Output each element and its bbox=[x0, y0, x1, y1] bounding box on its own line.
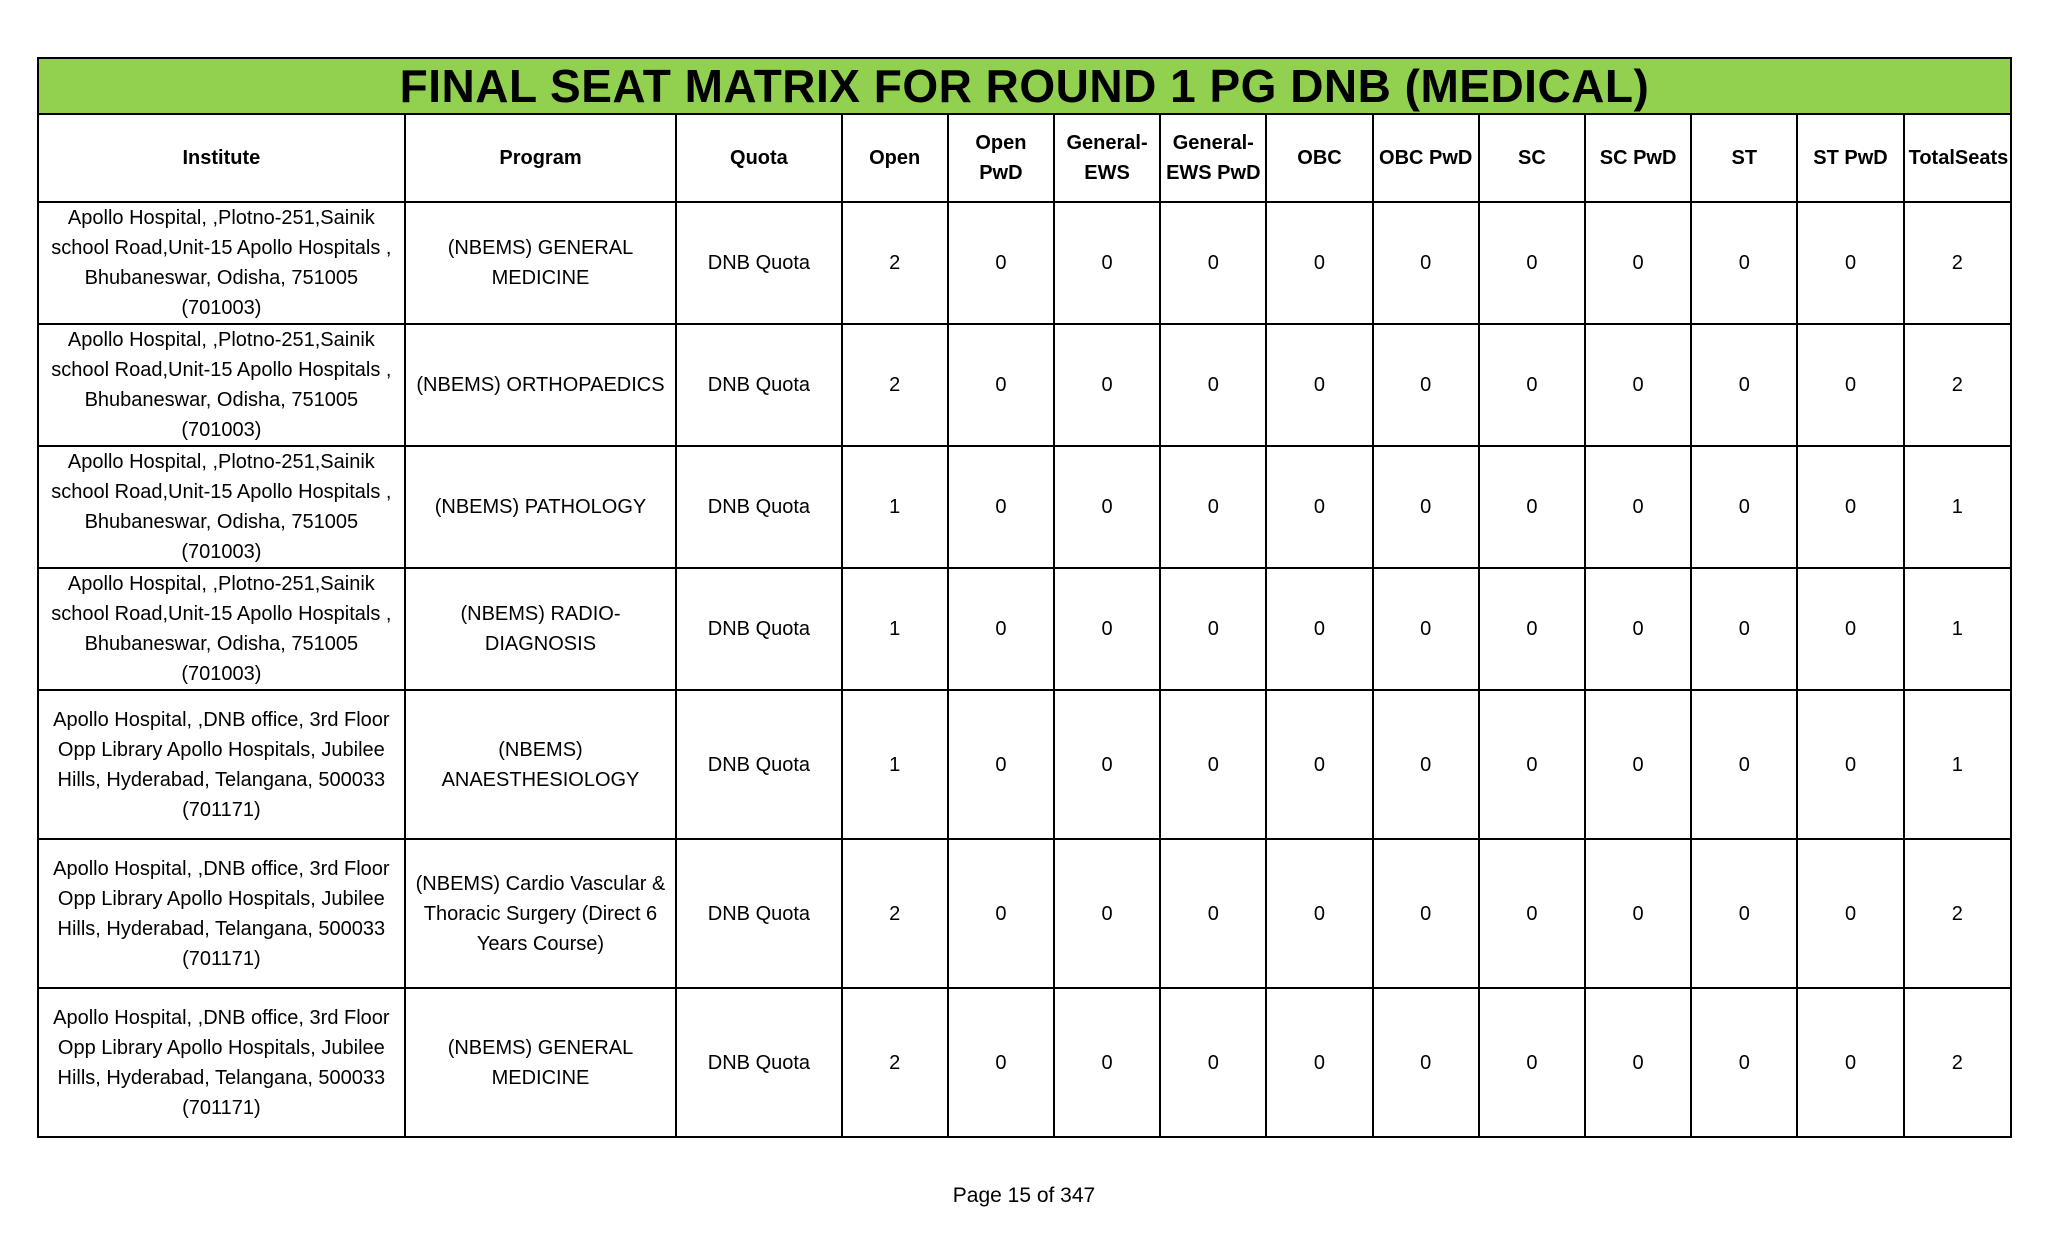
cell-st: 0 bbox=[1691, 839, 1797, 988]
cell-open: 2 bbox=[842, 988, 948, 1137]
cell-obc-pwd: 0 bbox=[1373, 988, 1479, 1137]
cell-program: (NBEMS) GENERAL MEDICINE bbox=[405, 988, 677, 1137]
cell-program: (NBEMS) ANAESTHESIOLOGY bbox=[405, 690, 677, 839]
cell-open-pwd: 0 bbox=[948, 324, 1054, 446]
cell-open-pwd: 0 bbox=[948, 839, 1054, 988]
header-sc: SC bbox=[1479, 114, 1585, 202]
cell-program: (NBEMS) GENERAL MEDICINE bbox=[405, 202, 677, 324]
cell-institute: Apollo Hospital, ,Plotno-251,Sainik school Road,Unit-15 Apollo Hospitals , Bhubaneswar, Odisha, 751005 (701003) bbox=[38, 202, 405, 324]
cell-sc: 0 bbox=[1479, 446, 1585, 568]
cell-st-pwd: 0 bbox=[1797, 988, 1903, 1137]
cell-general-ews-pwd: 0 bbox=[1160, 446, 1266, 568]
cell-sc: 0 bbox=[1479, 202, 1585, 324]
header-row bbox=[38, 114, 2011, 202]
cell-sc: 0 bbox=[1479, 988, 1585, 1137]
cell-sc-pwd: 0 bbox=[1585, 568, 1691, 690]
cell-program: (NBEMS) PATHOLOGY bbox=[405, 446, 677, 568]
cell-general-ews: 0 bbox=[1054, 839, 1160, 988]
cell-st: 0 bbox=[1691, 446, 1797, 568]
cell-st-pwd: 0 bbox=[1797, 839, 1903, 988]
cell-general-ews: 0 bbox=[1054, 690, 1160, 839]
cell-sc: 0 bbox=[1479, 690, 1585, 839]
table-row bbox=[38, 988, 2011, 1137]
cell-open: 2 bbox=[842, 202, 948, 324]
table-row bbox=[38, 568, 2011, 690]
cell-quota: DNB Quota bbox=[676, 202, 841, 324]
cell-sc-pwd: 0 bbox=[1585, 202, 1691, 324]
cell-st-pwd: 0 bbox=[1797, 690, 1903, 839]
cell-obc-pwd: 0 bbox=[1373, 690, 1479, 839]
cell-sc-pwd: 0 bbox=[1585, 690, 1691, 839]
header-open: Open bbox=[842, 114, 948, 202]
cell-open-pwd: 0 bbox=[948, 568, 1054, 690]
cell-st: 0 bbox=[1691, 202, 1797, 324]
cell-st: 0 bbox=[1691, 690, 1797, 839]
page-title: FINAL SEAT MATRIX FOR ROUND 1 PG DNB (MEDICAL) bbox=[38, 58, 2011, 114]
header-institute: Institute bbox=[38, 114, 405, 202]
cell-open: 2 bbox=[842, 324, 948, 446]
cell-open: 2 bbox=[842, 839, 948, 988]
cell-general-ews: 0 bbox=[1054, 202, 1160, 324]
header-st-pwd: ST PwD bbox=[1797, 114, 1903, 202]
page-number: Page 15 of 347 bbox=[952, 1184, 1096, 1207]
cell-program: (NBEMS) Cardio Vascular & Thoracic Surgery (Direct 6 Years Course) bbox=[405, 839, 677, 988]
cell-obc-pwd: 0 bbox=[1373, 324, 1479, 446]
cell-institute: Apollo Hospital, ,DNB office, 3rd Floor Opp Library Apollo Hospitals, Jubilee Hills, Hyderabad, Telangana, 500033 (701171) bbox=[38, 839, 405, 988]
cell-sc-pwd: 0 bbox=[1585, 839, 1691, 988]
cell-sc: 0 bbox=[1479, 568, 1585, 690]
cell-total-seats: 1 bbox=[1904, 446, 2011, 568]
cell-quota: DNB Quota bbox=[676, 690, 841, 839]
table-row bbox=[38, 202, 2011, 324]
cell-open: 1 bbox=[842, 690, 948, 839]
cell-general-ews-pwd: 0 bbox=[1160, 568, 1266, 690]
cell-sc: 0 bbox=[1479, 839, 1585, 988]
cell-quota: DNB Quota bbox=[676, 568, 841, 690]
header-obc: OBC bbox=[1266, 114, 1372, 202]
cell-institute: Apollo Hospital, ,Plotno-251,Sainik school Road,Unit-15 Apollo Hospitals , Bhubaneswar, Odisha, 751005 (701003) bbox=[38, 446, 405, 568]
header-quota: Quota bbox=[676, 114, 841, 202]
cell-program: (NBEMS) ORTHOPAEDICS bbox=[405, 324, 677, 446]
header-general-ews: General-EWS bbox=[1054, 114, 1160, 202]
cell-obc: 0 bbox=[1266, 324, 1372, 446]
cell-open-pwd: 0 bbox=[948, 690, 1054, 839]
cell-quota: DNB Quota bbox=[676, 988, 841, 1137]
cell-general-ews: 0 bbox=[1054, 988, 1160, 1137]
cell-open-pwd: 0 bbox=[948, 988, 1054, 1137]
cell-obc: 0 bbox=[1266, 988, 1372, 1137]
cell-sc-pwd: 0 bbox=[1585, 446, 1691, 568]
header-st: ST bbox=[1691, 114, 1797, 202]
header-general-ews-pwd: General-EWS PwD bbox=[1160, 114, 1266, 202]
cell-general-ews-pwd: 0 bbox=[1160, 202, 1266, 324]
cell-total-seats: 2 bbox=[1904, 839, 2011, 988]
cell-sc-pwd: 0 bbox=[1585, 988, 1691, 1137]
cell-open: 1 bbox=[842, 568, 948, 690]
cell-st-pwd: 0 bbox=[1797, 446, 1903, 568]
cell-general-ews: 0 bbox=[1054, 324, 1160, 446]
cell-sc-pwd: 0 bbox=[1585, 324, 1691, 446]
cell-sc: 0 bbox=[1479, 324, 1585, 446]
cell-institute: Apollo Hospital, ,DNB office, 3rd Floor Opp Library Apollo Hospitals, Jubilee Hills, Hyderabad, Telangana, 500033 (701171) bbox=[38, 690, 405, 839]
table-row bbox=[38, 690, 2011, 839]
cell-institute: Apollo Hospital, ,DNB office, 3rd Floor Opp Library Apollo Hospitals, Jubilee Hills, Hyderabad, Telangana, 500033 (701171) bbox=[38, 988, 405, 1137]
cell-general-ews-pwd: 0 bbox=[1160, 839, 1266, 988]
cell-st-pwd: 0 bbox=[1797, 202, 1903, 324]
cell-quota: DNB Quota bbox=[676, 839, 841, 988]
header-obc-pwd: OBC PwD bbox=[1373, 114, 1479, 202]
cell-st: 0 bbox=[1691, 988, 1797, 1137]
cell-st: 0 bbox=[1691, 568, 1797, 690]
cell-quota: DNB Quota bbox=[676, 446, 841, 568]
cell-obc: 0 bbox=[1266, 839, 1372, 988]
cell-open-pwd: 0 bbox=[948, 202, 1054, 324]
cell-open: 1 bbox=[842, 446, 948, 568]
cell-st-pwd: 0 bbox=[1797, 568, 1903, 690]
cell-obc: 0 bbox=[1266, 568, 1372, 690]
cell-total-seats: 1 bbox=[1904, 568, 2011, 690]
header-sc-pwd: SC PwD bbox=[1585, 114, 1691, 202]
cell-obc: 0 bbox=[1266, 202, 1372, 324]
seat-matrix-table bbox=[37, 57, 2012, 1138]
cell-total-seats: 2 bbox=[1904, 202, 2011, 324]
cell-general-ews-pwd: 0 bbox=[1160, 324, 1266, 446]
table-row bbox=[38, 324, 2011, 446]
cell-st: 0 bbox=[1691, 324, 1797, 446]
cell-obc: 0 bbox=[1266, 446, 1372, 568]
header-open-pwd: Open PwD bbox=[948, 114, 1054, 202]
table-row bbox=[38, 839, 2011, 988]
cell-obc-pwd: 0 bbox=[1373, 446, 1479, 568]
cell-total-seats: 2 bbox=[1904, 988, 2011, 1137]
header-program: Program bbox=[405, 114, 677, 202]
table-row bbox=[38, 446, 2011, 568]
cell-obc-pwd: 0 bbox=[1373, 202, 1479, 324]
cell-obc-pwd: 0 bbox=[1373, 568, 1479, 690]
cell-general-ews-pwd: 0 bbox=[1160, 690, 1266, 839]
cell-st-pwd: 0 bbox=[1797, 324, 1903, 446]
cell-institute: Apollo Hospital, ,Plotno-251,Sainik school Road,Unit-15 Apollo Hospitals , Bhubaneswar, Odisha, 751005 (701003) bbox=[38, 324, 405, 446]
cell-obc-pwd: 0 bbox=[1373, 839, 1479, 988]
cell-institute: Apollo Hospital, ,Plotno-251,Sainik school Road,Unit-15 Apollo Hospitals , Bhubaneswar, Odisha, 751005 (701003) bbox=[38, 568, 405, 690]
cell-general-ews: 0 bbox=[1054, 568, 1160, 690]
cell-quota: DNB Quota bbox=[676, 324, 841, 446]
header-total-seats: TotalSeats bbox=[1904, 114, 2011, 202]
cell-general-ews: 0 bbox=[1054, 446, 1160, 568]
cell-general-ews-pwd: 0 bbox=[1160, 988, 1266, 1137]
cell-open-pwd: 0 bbox=[948, 446, 1054, 568]
cell-total-seats: 1 bbox=[1904, 690, 2011, 839]
cell-obc: 0 bbox=[1266, 690, 1372, 839]
cell-program: (NBEMS) RADIO-DIAGNOSIS bbox=[405, 568, 677, 690]
cell-total-seats: 2 bbox=[1904, 324, 2011, 446]
